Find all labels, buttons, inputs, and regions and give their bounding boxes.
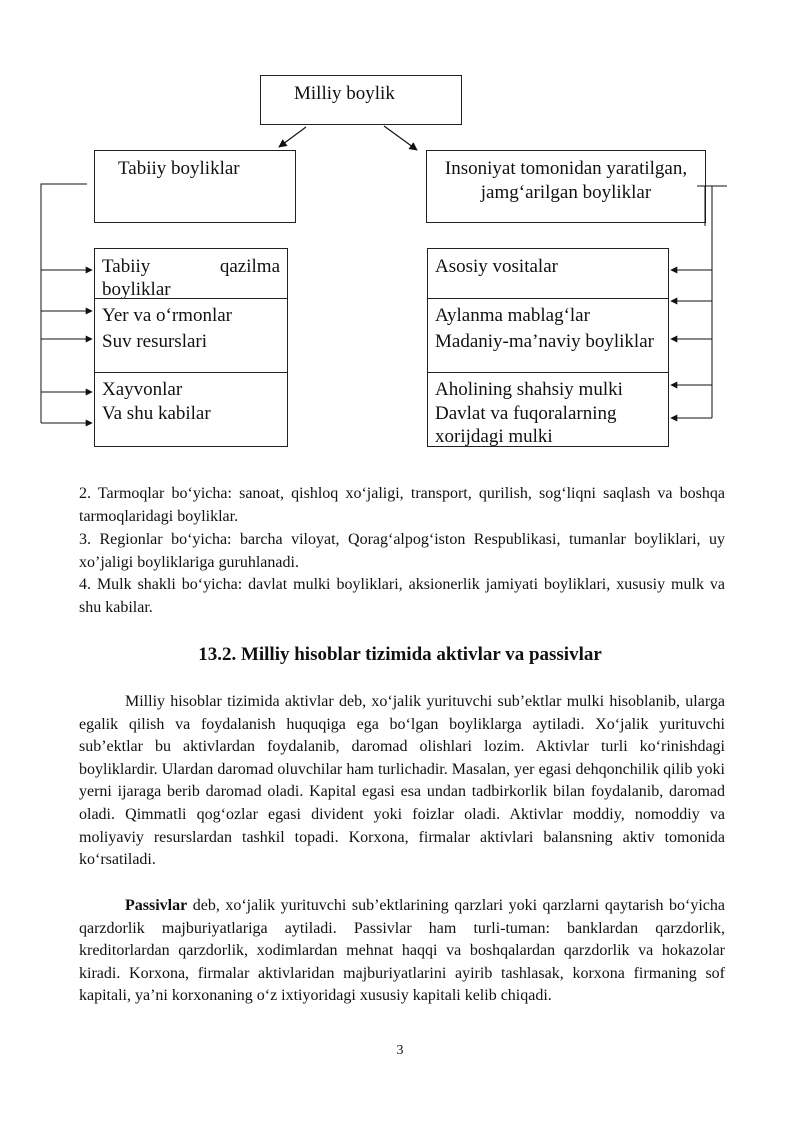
left-item: Xayvonlar (94, 372, 288, 397)
root-label: Milliy boylik (294, 83, 395, 104)
right-heading-label: Insoniyat tomonidan yaratilgan, jamg‘arilgan boyliklar (444, 158, 688, 203)
page-number: 3 (396, 1043, 404, 1058)
right-item: Aholining shahsiy mulki (427, 372, 669, 397)
left-item: Tabiiy qazilma boyliklar (94, 248, 288, 298)
left-heading-label: Tabiiy boyliklar (118, 158, 240, 179)
list-item: 3. Regionlar bo‘yicha: barcha viloyat, Qorag‘alpog‘iston Respublikasi, tumanlar boyliklari, uy xo’jaligi boyliklariga guruhlanadi. (79, 531, 725, 571)
diagram-connectors (0, 0, 800, 460)
list-item: 4. Mulk shakli bo‘yicha: davlat mulki boyliklari, aksionerlik jamiyati boyliklari, xususiy mulk va shu kabilar. (79, 576, 725, 616)
paragraph-passivlar (79, 895, 725, 1008)
paragraph-aktivlar: Milliy hisoblar tizimida aktivlar deb, xo‘jalik yurituvchi sub’ektlar mulki hisoblanib, ularga egalik qilish va foydalanish huquqiga ega bo‘lgan boyliklarga aytiladi. Xo‘jalik yurituvchi sub’ektlar bu aktivlardan foydalanib, daromad olishlari lozim. Aktivlar turli ko‘rinishdagi boyliklardir. Ulardan daromad oluvchilar ham turlichadir. Masalan, yer egasi dehqonchilik qilib yoki yerni ijaraga berib daromad oladi. Kapital egasi esa undan tadbirkorlik bilan foydalanib, daromad oladi. Qimmatli qog‘ozlar egasi divident yoki foizlar oladi. Aktivlar moddiy, nomoddiy va moliyaviy resurslardan tashkil topadi. Korxona, firmalar aktivlari balansning aktiv tomonida ko‘rsatiladi. (79, 693, 725, 869)
left-item: Suv resurslari (94, 323, 288, 372)
arrow-root-to-right (384, 126, 417, 150)
left-item: Yer va o‘rmonlar (94, 298, 288, 323)
list-item: 2. Tarmoqlar bo‘yicha: sanoat, qishloq xo‘jaligi, transport, qurilish, sog‘liqni saqlash va boshqa tarmoqlaridagi boyliklar. (79, 485, 725, 525)
arrow-root-to-left (279, 127, 306, 147)
right-item: Madaniy-ma’naviy boyliklar (427, 323, 669, 372)
right-item: Davlat va fuqoralarning xorijdagi mulki (427, 397, 669, 447)
left-bracket-line (41, 184, 87, 423)
right-item: Aylanma mablag‘lar (427, 298, 669, 323)
paragraph-passivlar-text: deb, xo‘jalik yurituvchi sub’ektlarining qarzlari yoki qarzlarni qaytarish bo‘yicha qarzdorlik majburiyatlariga aytiladi. Passivlar ham turli-tuman: banklardan qarzdorlik, kreditorlardan qarzdorlik, xodimlardan mehnat haqqi va boshqalardan qarzdorlik va hokazolar kiradi. Korxona, firmalar aktivlaridan majburiyatlarini ayirib tashlasak, korxona firmaning sof kapitali, ya’ni korxonaning o‘z ixtiyoridagi xususiy kapitali kelib chiqadi. (79, 897, 725, 1005)
left-item: Va shu kabilar (94, 397, 288, 447)
right-item: Asosiy vositalar (427, 248, 669, 298)
term-passivlar: Passivlar (125, 897, 188, 914)
section-title: 13.2. Milliy hisoblar tizimida aktivlar va passivlar (198, 644, 602, 665)
